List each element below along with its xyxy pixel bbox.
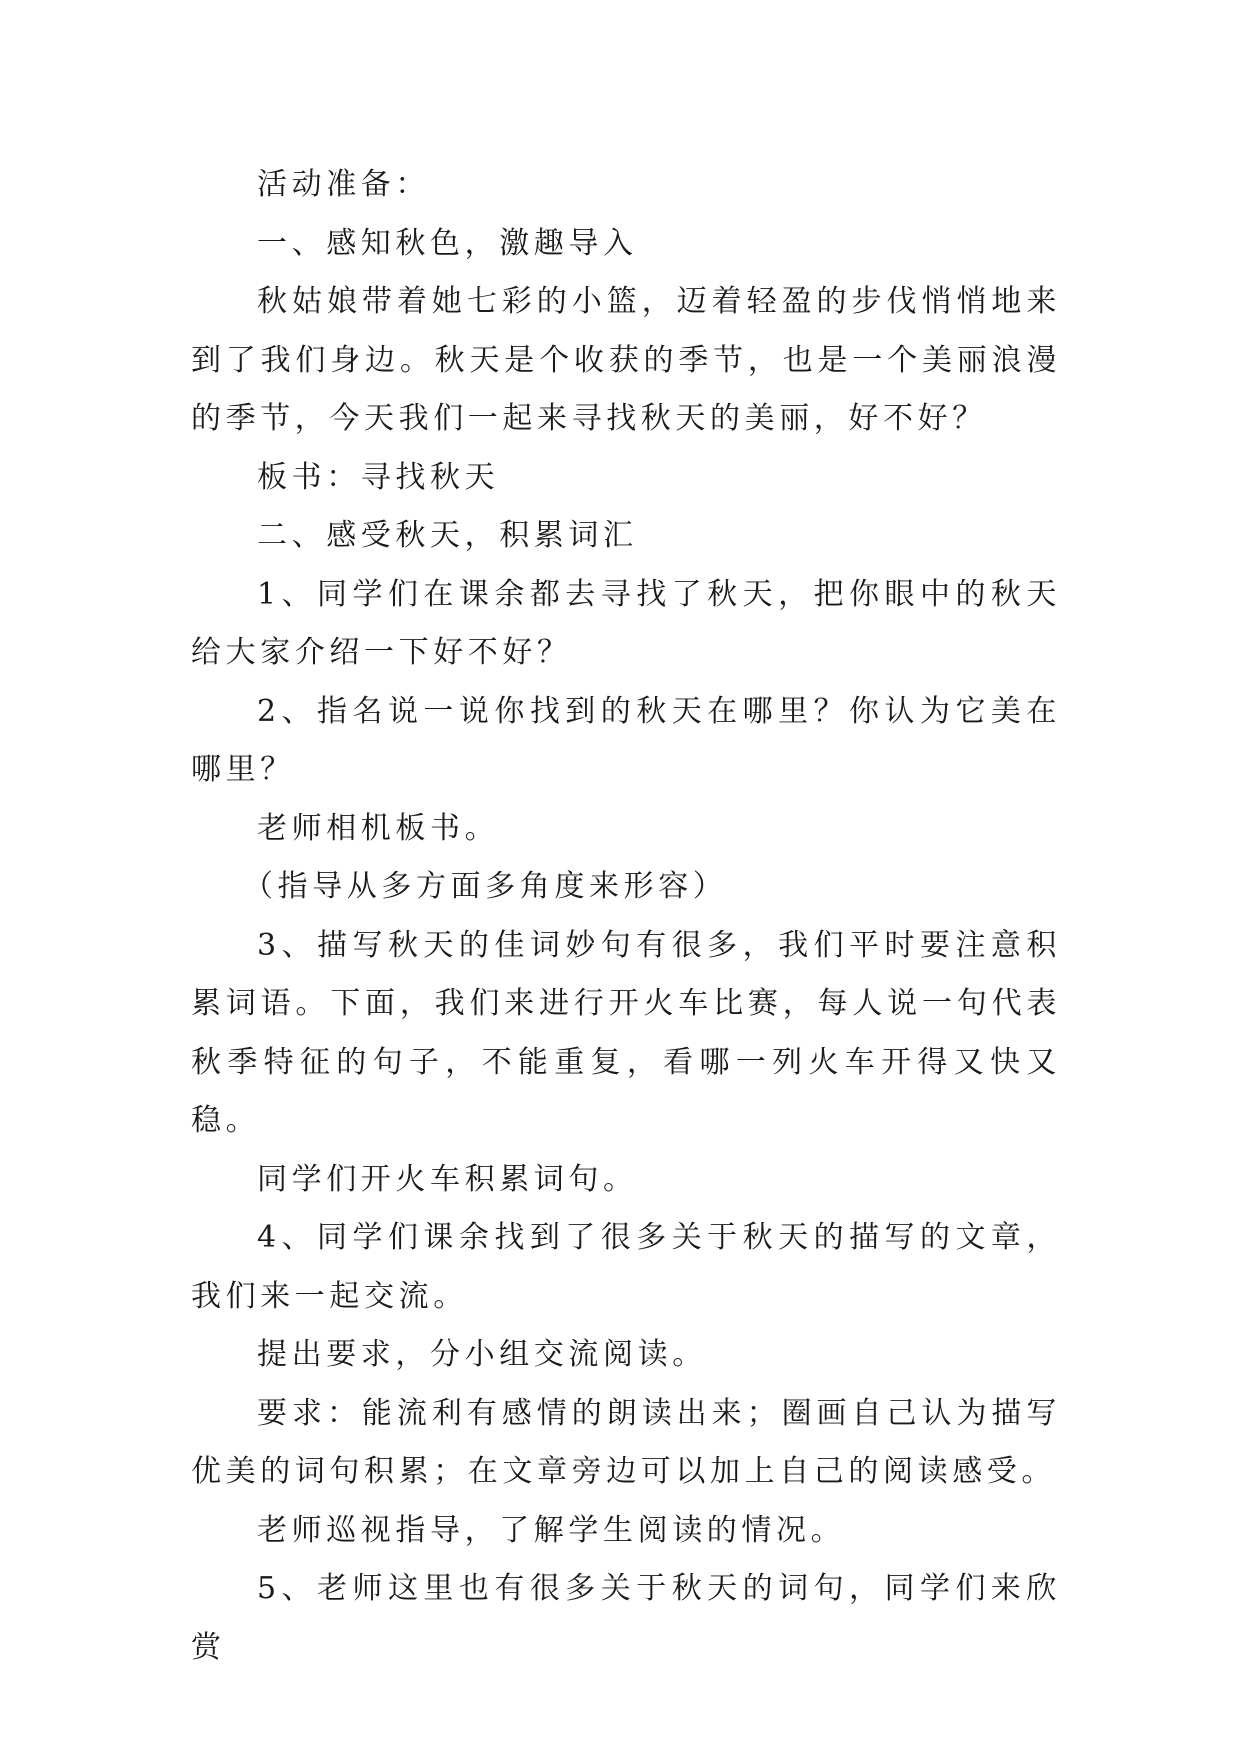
paragraph-requirements: 要求：能流利有感情的朗读出来；圈画自己认为描写优美的词句积累；在文章旁边可以加上自己的阅读感受。 (191, 1395, 1061, 1489)
paragraph-step-2: 2、指名说一说你找到的秋天在哪里？你认为它美在哪里？ (191, 693, 1061, 787)
document-body (191, 156, 1061, 1677)
paragraph-step-3: 3、描写秋天的佳词妙句有很多，我们平时要注意积累词语。下面，我们来进行开火车比赛，每人说一句代表秋季特征的句子，不能重复，看哪一列火车开得又快又稳。 (191, 927, 1061, 1138)
paragraph-teacher-board: 老师相机板书。 (257, 810, 500, 846)
heading-section-one: 一、感知秋色，激趣导入 (257, 225, 638, 261)
paragraph-train-game: 同学们开火车积累词句。 (257, 1161, 638, 1197)
paragraph-step-1: 1、同学们在课余都去寻找了秋天，把你眼中的秋天给大家介绍一下好不好？ (191, 576, 1061, 670)
paragraph-guidance-note: （指导从多方面多角度来形容） (243, 869, 728, 904)
paragraph-board-title: 板书：寻找秋天 (257, 459, 500, 495)
paragraph-group-reading: 提出要求，分小组交流阅读。 (257, 1337, 707, 1372)
paragraph-activity-preparation: 活动准备： (257, 167, 430, 202)
paragraph-intro: 秋姑娘带着她七彩的小篮，迈着轻盈的步伐悄悄地来到了我们身边。秋天是个收获的季节，也是一个美丽浪漫的季节，今天我们一起来寻找秋天的美丽，好不好？ (191, 284, 1061, 436)
heading-section-two: 二、感受秋天，积累词汇 (257, 518, 638, 553)
paragraph-teacher-patrol: 老师巡视指导，了解学生阅读的情况。 (257, 1512, 846, 1548)
paragraph-step-4: 4、同学们课余找到了很多关于秋天的描写的文章，我们来一起交流。 (191, 1220, 1061, 1314)
paragraph-step-5: 5、老师这里也有很多关于秋天的词句，同学们来欣赏 (191, 1571, 1061, 1665)
